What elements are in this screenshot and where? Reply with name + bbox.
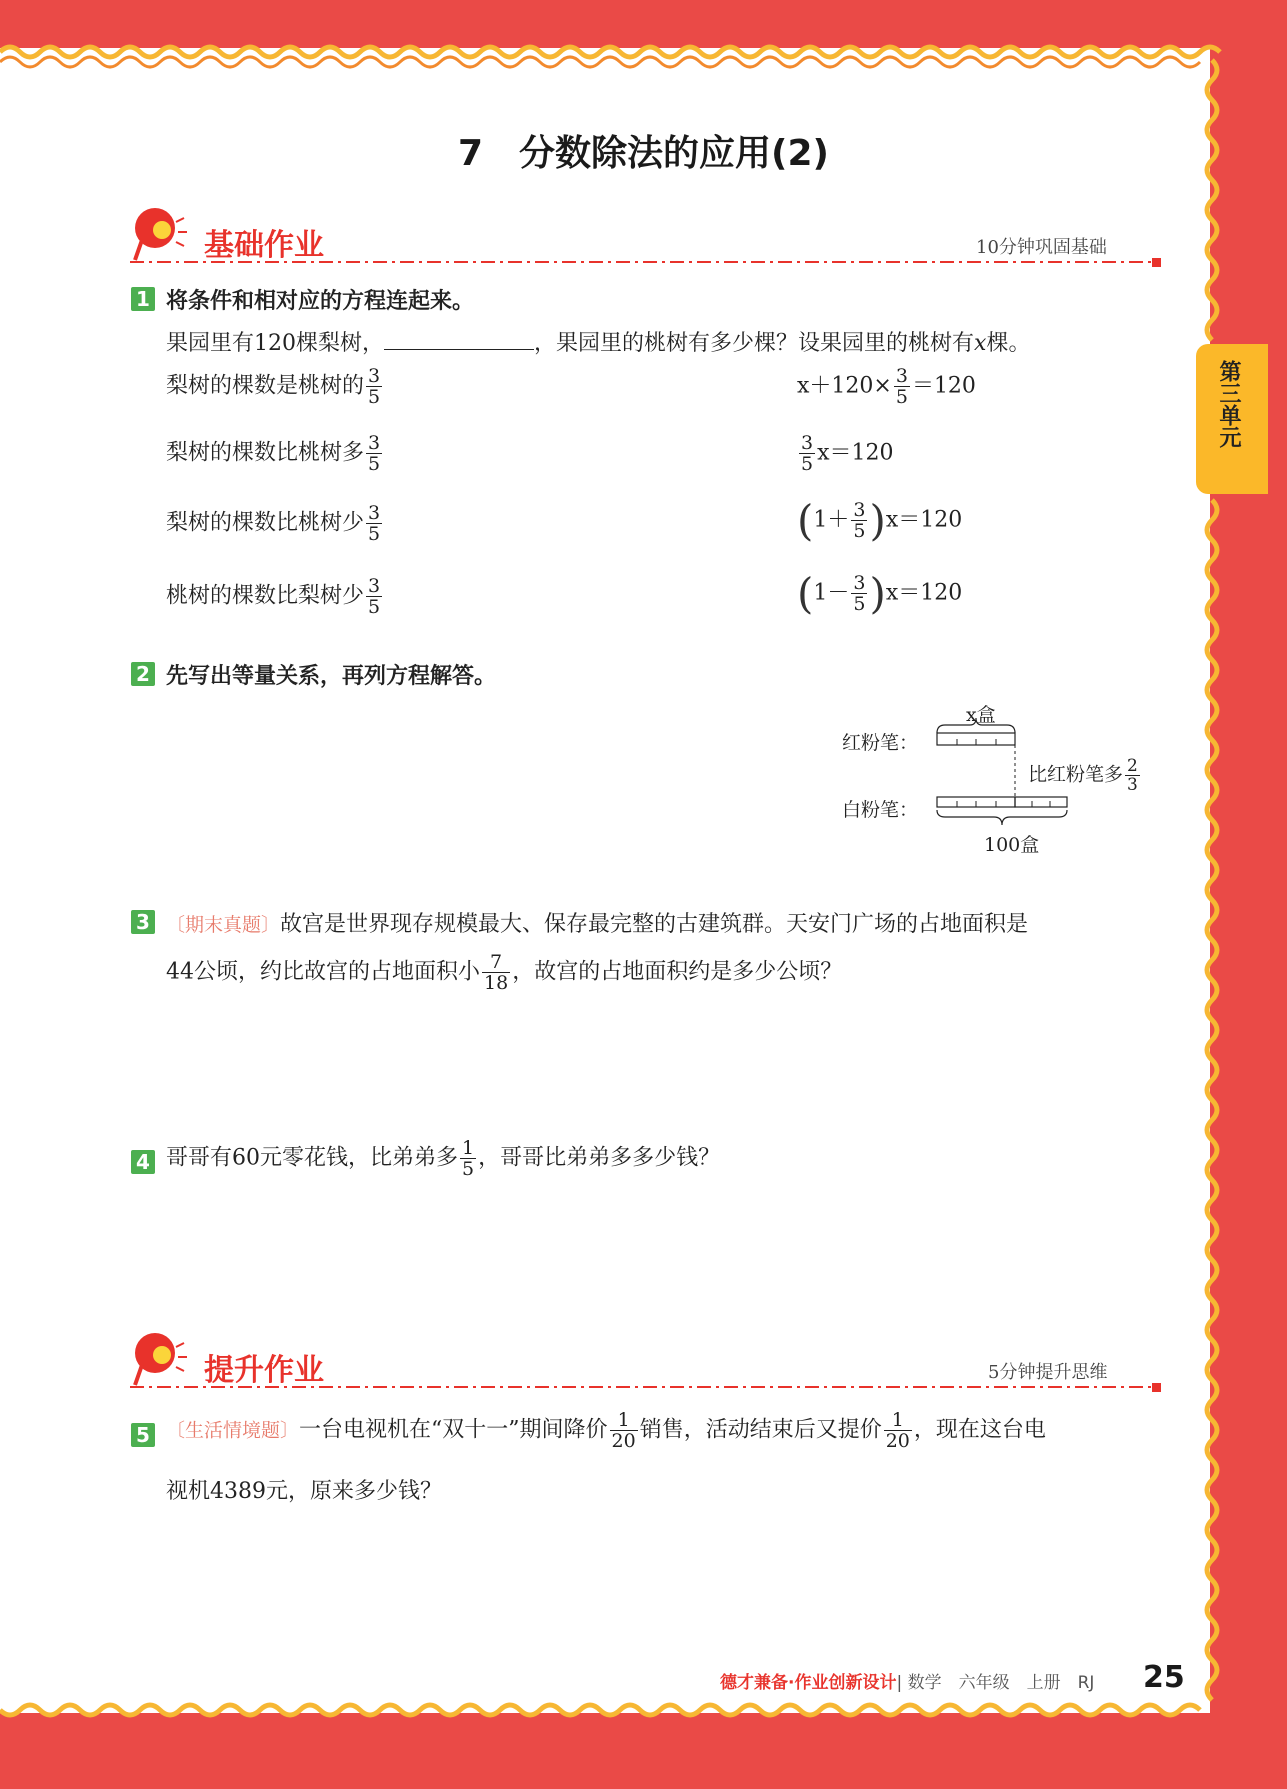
unit-tab-label: 第三单元 — [1216, 360, 1241, 448]
equation-item[interactable]: (1＋ $\frac{3}{5}$ )x＝120 — [797, 496, 963, 545]
equation-item[interactable] — [797, 366, 976, 407]
equation-part: x＋120× — [797, 373, 892, 399]
page-title: 7 分数除法的应用(2) — [457, 133, 829, 174]
question-number: 3 — [131, 910, 155, 934]
unit-side-tab — [1196, 344, 1268, 494]
question-number: 1 — [131, 287, 155, 311]
fraction: $\frac{3}{5}$ — [368, 575, 381, 618]
question-number: 5 — [131, 1423, 155, 1447]
fraction: $\frac{1}{20}$ — [885, 1409, 910, 1452]
fraction: $\frac{7}{18}$ — [484, 951, 509, 994]
section-subtitle-advanced: 5分钟提升思维 — [988, 1362, 1108, 1383]
line-segment-diagram — [930, 715, 1090, 830]
condition-text: 梨树的棵数比桃树少 — [166, 510, 365, 536]
equation-part: ＝120 — [911, 373, 976, 399]
fraction: $\frac{3}{5}$ — [368, 502, 381, 545]
diagram-top-label: x盒 — [966, 704, 996, 726]
intro-part-a: 果园里有120棵梨树， — [166, 331, 384, 356]
equation-part: x＝120 — [885, 580, 963, 606]
horn-icon — [135, 1333, 187, 1385]
question-text: 44公顷，约比故宫的占地面积小 — [166, 959, 480, 985]
fraction: $\frac{1}{20}$ — [611, 1409, 636, 1452]
question-3-line-2 — [166, 952, 842, 993]
condition-item[interactable] — [166, 366, 384, 407]
diagram-white-label: 白粉笔： — [842, 799, 919, 821]
question-5-line-1 — [166, 1410, 1046, 1451]
section-subtitle-basic: 10分钟巩固基础 — [976, 237, 1107, 258]
fraction: $\frac{3}{5}$ — [853, 499, 866, 542]
question-tag: 〔期末真题〕 — [166, 914, 281, 936]
diagram-red-label: 红粉笔： — [842, 732, 919, 754]
horn-icon — [135, 208, 187, 260]
question-5-line-2: 视机4389元，原来多少钱？ — [166, 1479, 442, 1504]
question-1-intro — [166, 326, 1030, 357]
diagram-bottom-label: 100盒 — [984, 834, 1040, 856]
fraction: $\frac{3}{5}$ — [895, 365, 908, 408]
section-title-basic: 基础作业 — [204, 228, 324, 263]
fraction: $\frac{3}{5}$ — [368, 432, 381, 475]
condition-item[interactable] — [166, 433, 384, 474]
diagram-compare-label: 比红粉笔多 $\frac{2}{3}$ — [1028, 756, 1138, 795]
footer-brand: 德才兼备·作业创新设计 — [720, 1673, 897, 1693]
intro-part-c: 棵。 — [986, 331, 1031, 356]
fraction: $\frac{1}{5}$ — [462, 1137, 475, 1180]
condition-text: 桃树的棵数比梨树少 — [166, 583, 365, 609]
footer — [720, 1668, 1094, 1693]
condition-item[interactable] — [166, 503, 384, 544]
fraction: $\frac{3}{5}$ — [801, 432, 814, 475]
fraction: $\frac{3}{5}$ — [368, 365, 381, 408]
question-text: 销售，活动结束后又提价 — [639, 1417, 882, 1443]
question-3-line-1 — [166, 907, 1028, 938]
footer-info: | 数学 六年级 上册 RJ — [896, 1673, 1095, 1693]
condition-text: 梨树的棵数是桃树的 — [166, 373, 365, 399]
question-text: ，现在这台电 — [913, 1417, 1046, 1443]
equation-part: 1－ — [813, 580, 850, 606]
page-number: 25 — [1143, 1660, 1185, 1695]
equation-item[interactable]: (1－ $\frac{3}{5}$ )x＝120 — [797, 569, 963, 618]
question-2-instruction: 先写出等量关系，再列方程解答。 — [166, 664, 497, 689]
equation-part: x＝120 — [885, 507, 963, 533]
question-text: 故宫是世界现存规模最大、保存最完整的古建筑群。天安门广场的占地面积是 — [280, 912, 1029, 937]
question-tag: 〔生活情境题〕 — [166, 1419, 300, 1442]
condition-item[interactable] — [166, 576, 384, 617]
intro-part-b: ，果园里的桃树有多少棵？设果园里的桃树有 — [534, 331, 975, 356]
variable-x: x — [974, 331, 987, 356]
fill-in-blank[interactable] — [384, 329, 534, 350]
condition-text: 梨树的棵数比桃树多 — [166, 440, 365, 466]
equation-item[interactable] — [797, 433, 894, 474]
question-4-text — [166, 1138, 720, 1179]
question-text: 一台电视机在“双十一”期间降价 — [299, 1417, 608, 1443]
question-text: ，哥哥比弟弟多多少钱？ — [478, 1145, 721, 1171]
equation-part: x＝120 — [817, 440, 894, 466]
question-text: 哥哥有60元零花钱，比弟弟多 — [166, 1145, 458, 1171]
equation-part: 1＋ — [813, 507, 850, 533]
question-text: ，故宫的占地面积约是多少公顷？ — [512, 959, 843, 985]
question-1-instruction: 将条件和相对应的方程连起来。 — [166, 289, 475, 314]
fraction: $\frac{3}{5}$ — [853, 572, 866, 615]
question-number: 4 — [131, 1150, 155, 1174]
section-title-advanced: 提升作业 — [204, 1353, 324, 1388]
question-number: 2 — [131, 662, 155, 686]
